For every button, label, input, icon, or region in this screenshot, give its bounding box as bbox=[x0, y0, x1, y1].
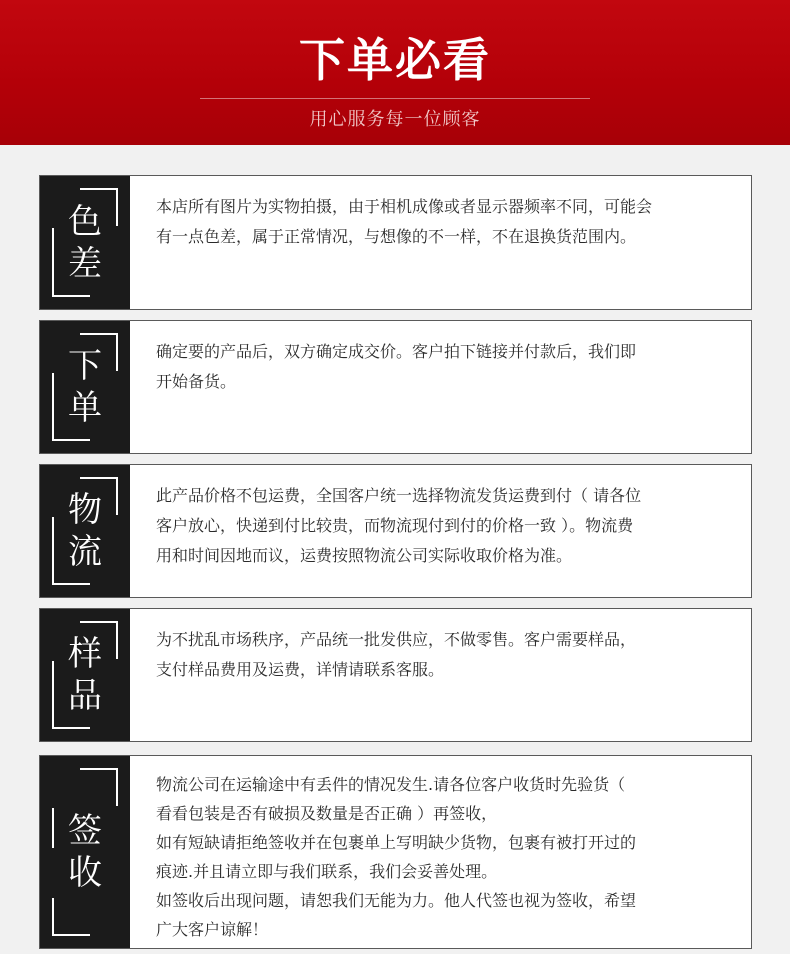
label-char: 色 bbox=[68, 201, 102, 242]
label-char: 样 bbox=[68, 634, 102, 674]
label-char: 流 bbox=[68, 532, 102, 572]
card-label-panel bbox=[40, 176, 130, 309]
card-label bbox=[40, 633, 130, 717]
label-char: 下 bbox=[68, 346, 102, 386]
text-line: 客户放心，快递到付比较贵，而物流现付到付的价格一致 ）。物流费 bbox=[156, 516, 634, 535]
text-line: 广大客户谅解！ bbox=[156, 920, 269, 939]
card-label bbox=[40, 345, 130, 429]
text-line: 看看包装是否有破损及数量是否正确 ）再签收， bbox=[156, 804, 498, 823]
label-char: 物 bbox=[68, 490, 102, 530]
text-line: 为不扰乱市场秩序，产品统一批发供应，不做零售。客户需要样品， bbox=[156, 630, 637, 649]
header-divider bbox=[200, 98, 590, 99]
label-char: 品 bbox=[68, 676, 102, 716]
card-label bbox=[40, 201, 130, 285]
card-label bbox=[40, 489, 130, 573]
page-title: 下单必看 bbox=[299, 33, 491, 87]
card-label-panel bbox=[40, 465, 130, 597]
card-text bbox=[156, 770, 739, 944]
card-text bbox=[156, 625, 739, 685]
text-line: 用和时间因地而议，运费按照物流公司实际收取价格为准。 bbox=[156, 546, 573, 565]
notice-card-ordering bbox=[39, 320, 752, 454]
label-char: 差 bbox=[68, 243, 102, 284]
label-char: 签 bbox=[68, 811, 102, 851]
card-label bbox=[40, 810, 130, 894]
label-char: 单 bbox=[68, 388, 102, 428]
page-subtitle: 用心服务每一位顾客 bbox=[309, 109, 481, 130]
text-line: 开始备货。 bbox=[156, 372, 237, 391]
text-line: 有一点色差，属于正常情况，与想像的不一样，不在退换货范围内。 bbox=[156, 227, 637, 246]
notice-card-color-difference bbox=[39, 175, 752, 310]
text-line: 如有短缺请拒绝签收并在包裹单上写明缺少货物，包裹有被打开过的 bbox=[156, 833, 637, 852]
card-label-panel bbox=[40, 321, 130, 453]
card-label-panel bbox=[40, 609, 130, 741]
text-line: 如签收后出现问题，请恕我们无能为力。他人代签也视为签收，希望 bbox=[156, 891, 637, 910]
card-text bbox=[156, 192, 739, 252]
text-line: 痕迹.并且请立即与我们联系，我们会妥善处理。 bbox=[156, 862, 498, 881]
text-line: 此产品价格不包运费，全国客户统一选择物流发货运费到付（ 请各位 bbox=[156, 486, 642, 505]
text-line: 物流公司在运输途中有丢件的情况发生.请各位客户收货时先验货（ bbox=[156, 775, 626, 794]
label-char: 收 bbox=[68, 853, 102, 893]
notice-card-logistics bbox=[39, 464, 752, 598]
notice-card-samples bbox=[39, 608, 752, 742]
page-header bbox=[0, 0, 790, 145]
text-line: 支付样品费用及运费，详情请联系客服。 bbox=[156, 660, 445, 679]
card-text bbox=[156, 337, 739, 397]
card-text bbox=[156, 481, 739, 571]
text-line: 确定要的产品后，双方确定成交价。客户拍下链接并付款后，我们即 bbox=[156, 342, 637, 361]
card-label-panel bbox=[40, 756, 130, 948]
notice-card-signing bbox=[39, 755, 752, 949]
text-line: 本店所有图片为实物拍摄，由于相机成像或者显示器频率不同，可能会 bbox=[156, 197, 653, 216]
